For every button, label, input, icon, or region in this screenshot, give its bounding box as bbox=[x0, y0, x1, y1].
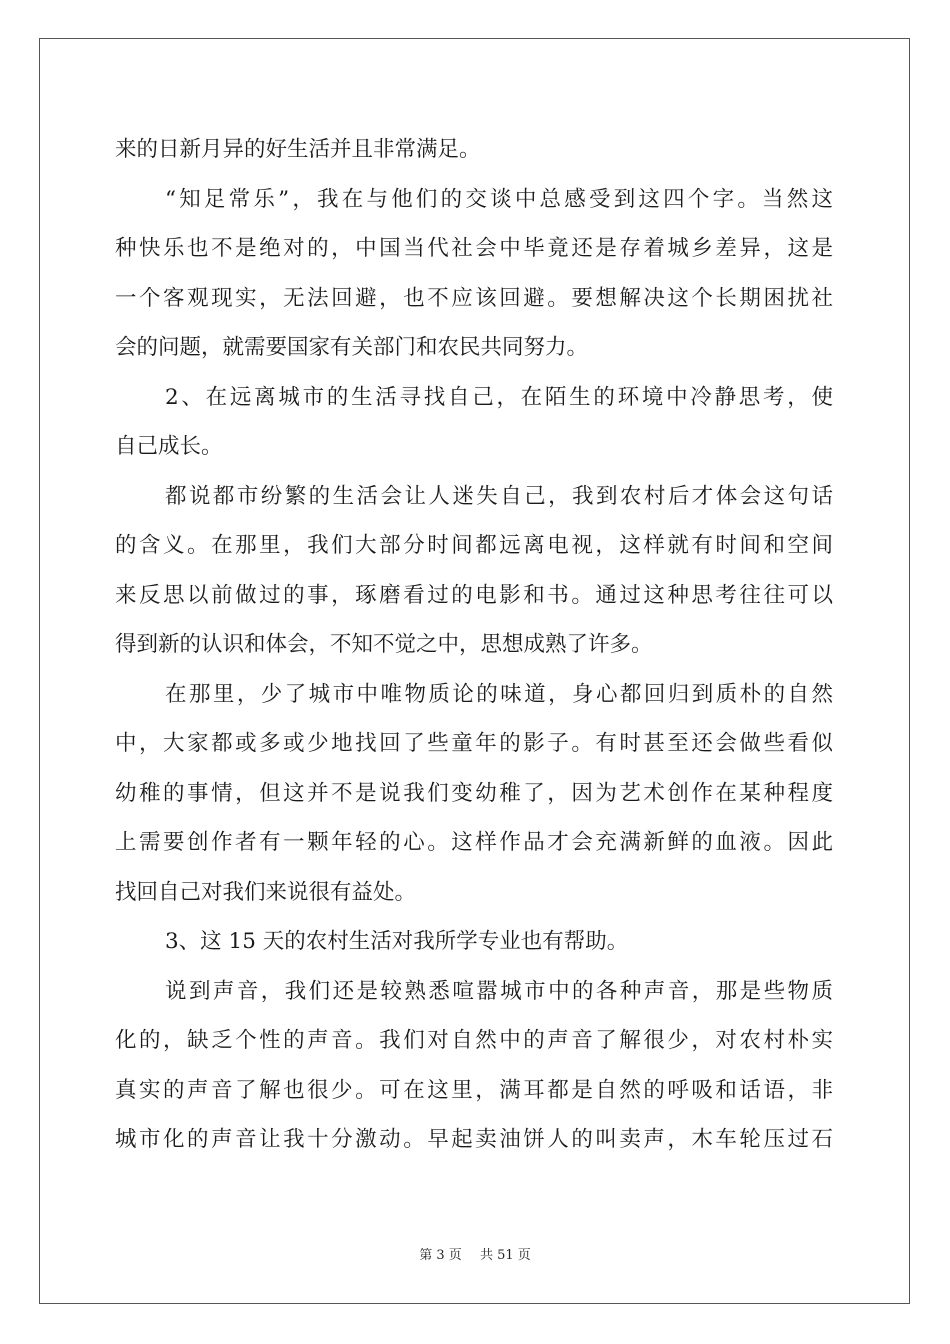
text-line: “知足常乐”，我在与他们的交谈中总感受到这四个字。当然这 bbox=[165, 186, 833, 212]
text-line: 上需要创作者有一颗年轻的心。这样作品才会充满新鲜的血液。因此 bbox=[115, 830, 833, 855]
text-line: 种快乐也不是绝对的，中国当代社会中毕竟还是存着城乡差异，这是 bbox=[115, 236, 833, 261]
text-line: 找回自己对我们来说很有益处。 bbox=[115, 879, 417, 905]
text-line: 自己成长。 bbox=[115, 434, 223, 459]
text-line: 说到声音，我们还是较熟悉喧嚣城市中的各种声音，那是些物质 bbox=[165, 978, 833, 1004]
text-line: 来反思以前做过的事，琢磨看过的电影和书。通过这种思考往往可以 bbox=[115, 582, 833, 608]
text-line: 的含义。在那里，我们大部分时间都远离电视，这样就有时间和空间 bbox=[115, 533, 833, 558]
page-footer bbox=[0, 1244, 950, 1263]
text-line: 来的日新月异的好生活并且非常满足。 bbox=[115, 137, 481, 162]
text-line: 3、这 15 天的农村生活对我所学专业也有帮助。 bbox=[165, 929, 629, 954]
text-line: 在那里，少了城市中唯物质论的味道，身心都回归到质朴的自然 bbox=[165, 681, 833, 707]
text-line: 得到新的认识和体会，不知不觉之中，思想成熟了许多。 bbox=[115, 632, 653, 657]
text-line: 2、在远离城市的生活寻找自己，在陌生的环境中冷静思考，使 bbox=[165, 384, 833, 410]
text-line: 化的，缺乏个性的声音。我们对自然中的声音了解很少，对农村朴实 bbox=[115, 1028, 833, 1053]
text-line: 都说都市纷繁的生活会让人迷失自己，我到农村后才体会这句话 bbox=[165, 483, 833, 509]
document-body bbox=[115, 125, 833, 1165]
page-number-total: 共 51 页 bbox=[479, 1248, 531, 1263]
text-line: 中，大家都或多或少地找回了些童年的影子。有时甚至还会做些看似 bbox=[115, 731, 833, 756]
text-line: 会的问题，就需要国家有关部门和农民共同努力。 bbox=[115, 335, 589, 360]
text-line: 幼稚的事情，但这并不是说我们变幼稚了，因为艺术创作在某种程度 bbox=[115, 780, 833, 806]
text-line: 城市化的声音让我十分激动。早起卖油饼人的叫卖声，木车轮压过石 bbox=[115, 1127, 833, 1152]
page-number-current: 第 3 页 bbox=[419, 1248, 462, 1263]
text-line: 一个客观现实，无法回避，也不应该回避。要想解决这个长期困扰社 bbox=[115, 285, 833, 311]
text-line: 真实的声音了解也很少。可在这里，满耳都是自然的呼吸和话语，非 bbox=[115, 1077, 833, 1103]
